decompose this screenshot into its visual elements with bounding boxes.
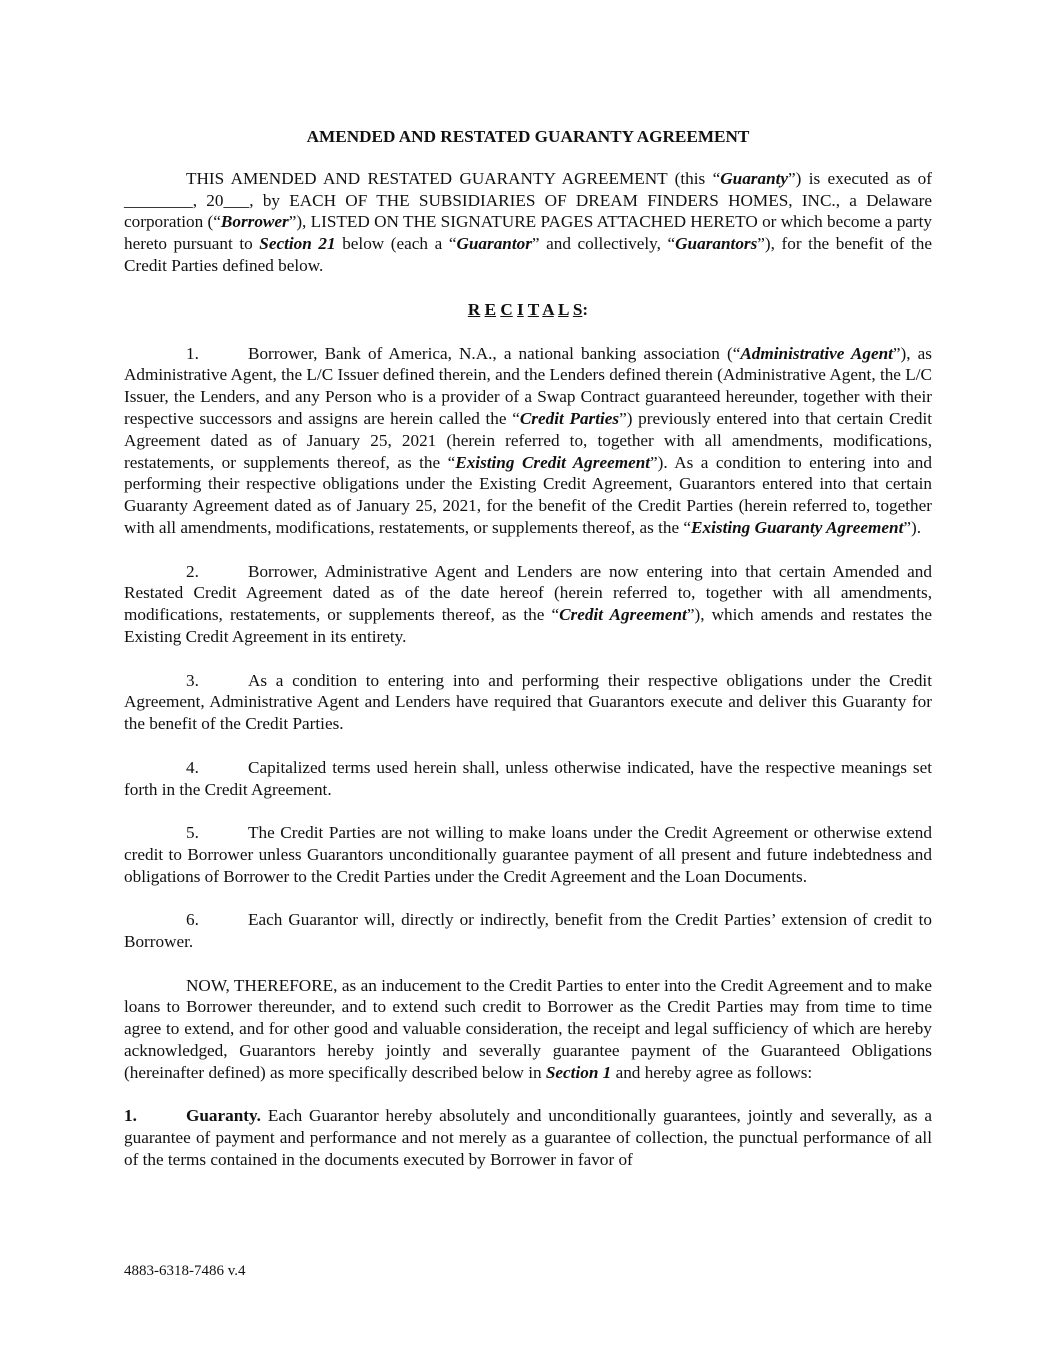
recitals-heading	[124, 299, 932, 321]
intro-text: THIS AMENDED AND RESTATED GUARANTY AGREEMENT (this “	[186, 168, 721, 188]
intro-text: ” and collectively, “	[531, 234, 676, 254]
section-reference: Section 1	[545, 1062, 612, 1082]
document-page	[124, 118, 932, 1171]
recitals-letter: S	[572, 299, 583, 319]
defined-term-guarantor: Guarantor	[456, 234, 532, 254]
defined-term-credit-parties: Credit Parties	[519, 408, 620, 428]
recital-5	[124, 822, 932, 887]
now-therefore-paragraph	[124, 975, 932, 1084]
defined-term-borrower: Borrower	[220, 212, 289, 232]
recital-2	[124, 561, 932, 648]
recital-text: As a condition to entering into and performing their respective obligations under the Credit Agreement, Administrative Agent and Lenders have required that Guarantors execute and deliver this Guaranty for the benefit of the Credit Parties.	[124, 670, 932, 734]
defined-term-existing-credit-agreement: Existing Credit Agreement	[455, 452, 651, 472]
intro-text: ”) is executed as of ________, 20___, by EACH OF THE SUBSIDIARIES OF DREAM FINDERS HOMES, INC., a Delaware corporation (“	[124, 168, 932, 232]
recitals-letter: A	[542, 299, 554, 319]
recital-text: ”), which amends and restates the Existing Credit Agreement in its entirety.	[124, 605, 932, 646]
recitals-letter: E	[484, 299, 497, 319]
section-text: Each Guarantor hereby absolutely and unconditionally guarantees, jointly and severally, as a guarantee of payment and performance and not merely as a guarantee of collection, the punctual performance of all of the terms contained in the documents executed by Borrower in favor of	[124, 1106, 932, 1170]
document-title: AMENDED AND RESTATED GUARANTY AGREEMENT	[306, 127, 750, 146]
recitals-letter: C	[500, 299, 513, 319]
defined-term-existing-guaranty-agreement: Existing Guaranty Agreement	[691, 517, 904, 537]
section-heading: Guaranty.	[186, 1106, 261, 1126]
recital-text: ”), as Administrative Agent, the L/C Issuer defined therein, and the Lenders defined therein (Administrative Agent, the L/C Issuer, the Lenders, and any Person who is a provider of a Swap Contract guaranteed hereunder, together with their respective successors and assigns are herein called the “	[124, 343, 932, 428]
recitals-letter: I	[517, 299, 524, 319]
recital-number: 2.	[186, 561, 199, 581]
recital-number: 4.	[186, 757, 199, 777]
recital-number: 5.	[186, 823, 199, 843]
recital-text: ”).	[903, 517, 922, 537]
recital-1	[124, 343, 932, 539]
intro-text: ”), LISTED ON THE SIGNATURE PAGES ATTACHED HERETO or which become a party hereto pursuant to	[124, 212, 933, 254]
recitals-letter: T	[527, 299, 539, 319]
intro-text: ”), for the benefit of the Credit Parties defined below.	[124, 234, 932, 275]
recital-number: 1.	[186, 343, 199, 363]
recital-text: The Credit Parties are not willing to make loans under the Credit Agreement or otherwise extend credit to Borrower unless Guarantors unconditionally guarantee payment of all present and future indebtedness and obligations of Borrower to the Credit Parties under the Credit Agreement and the Loan Documents.	[124, 823, 932, 886]
recital-text: Capitalized terms used herein shall, unless otherwise indicated, have the respective meanings set forth in the Credit Agreement.	[124, 757, 932, 799]
section-number: 1.	[124, 1106, 137, 1126]
recital-number: 6.	[186, 910, 199, 930]
intro-paragraph	[124, 168, 932, 277]
recital-text: Borrower, Administrative Agent and Lenders are now entering into that certain Amended and Restated Credit Agreement dated as of the date hereof (herein referred to, together with all amendments, modifications, restatements, or supplements thereof, as the “	[124, 561, 932, 625]
recitals-letter: L	[558, 299, 569, 319]
recital-3	[124, 670, 932, 735]
now-therefore-text: and hereby agree as follows:	[611, 1062, 813, 1082]
recital-text: ”) previously entered into that certain Credit Agreement dated as of January 25, 2021 (herein referred to, together with all amendments, modifications, restatements, or supplements thereof, as the “	[124, 408, 933, 472]
recital-number: 3.	[186, 670, 199, 690]
recital-4	[124, 757, 932, 801]
defined-term-guarantors: Guarantors	[675, 234, 758, 254]
now-therefore-text: NOW, THEREFORE, as an inducement to the Credit Parties to enter into the Credit Agreement and to make loans to Borrower thereunder, and to extend such credit to Borrower as the Credit Parties may from time to time agree to extend, and for other good and valuable consideration, the receipt and legal sufficiency of which are hereby acknowledged, Guarantors hereby jointly and severally guarantee payment of the Guaranteed Obligations (hereinafter defined) as more specifically described below in	[124, 975, 932, 1082]
document-footer-id: 4883-6318-7486 v.4	[124, 1263, 246, 1279]
defined-term-administrative-agent: Administrative Agent	[740, 343, 893, 363]
section-1-paragraph	[124, 1105, 932, 1170]
defined-term-credit-agreement: Credit Agreement	[559, 605, 687, 625]
recitals-colon: :	[582, 299, 589, 319]
recital-text: Each Guarantor will, directly or indirectly, benefit from the Credit Parties’ extension of credit to Borrower.	[124, 910, 932, 952]
section-reference: Section 21	[259, 234, 336, 254]
defined-term-guaranty: Guaranty	[720, 168, 789, 188]
recital-6	[124, 909, 932, 953]
recitals-letter: R	[467, 299, 481, 319]
recital-text: ”). As a condition to entering into and performing their respective obligations under the Existing Credit Agreement, Guarantors entered into that certain Guaranty Agreement dated as of January 25, 2021, for the benefit of the Credit Parties (herein referred to, together with all amendments, modifications, restatements, or supplements thereof, as the “	[124, 452, 932, 537]
recital-text: Borrower, Bank of America, N.A., a national banking association (“	[248, 343, 741, 363]
intro-text: below (each a “	[335, 234, 457, 254]
